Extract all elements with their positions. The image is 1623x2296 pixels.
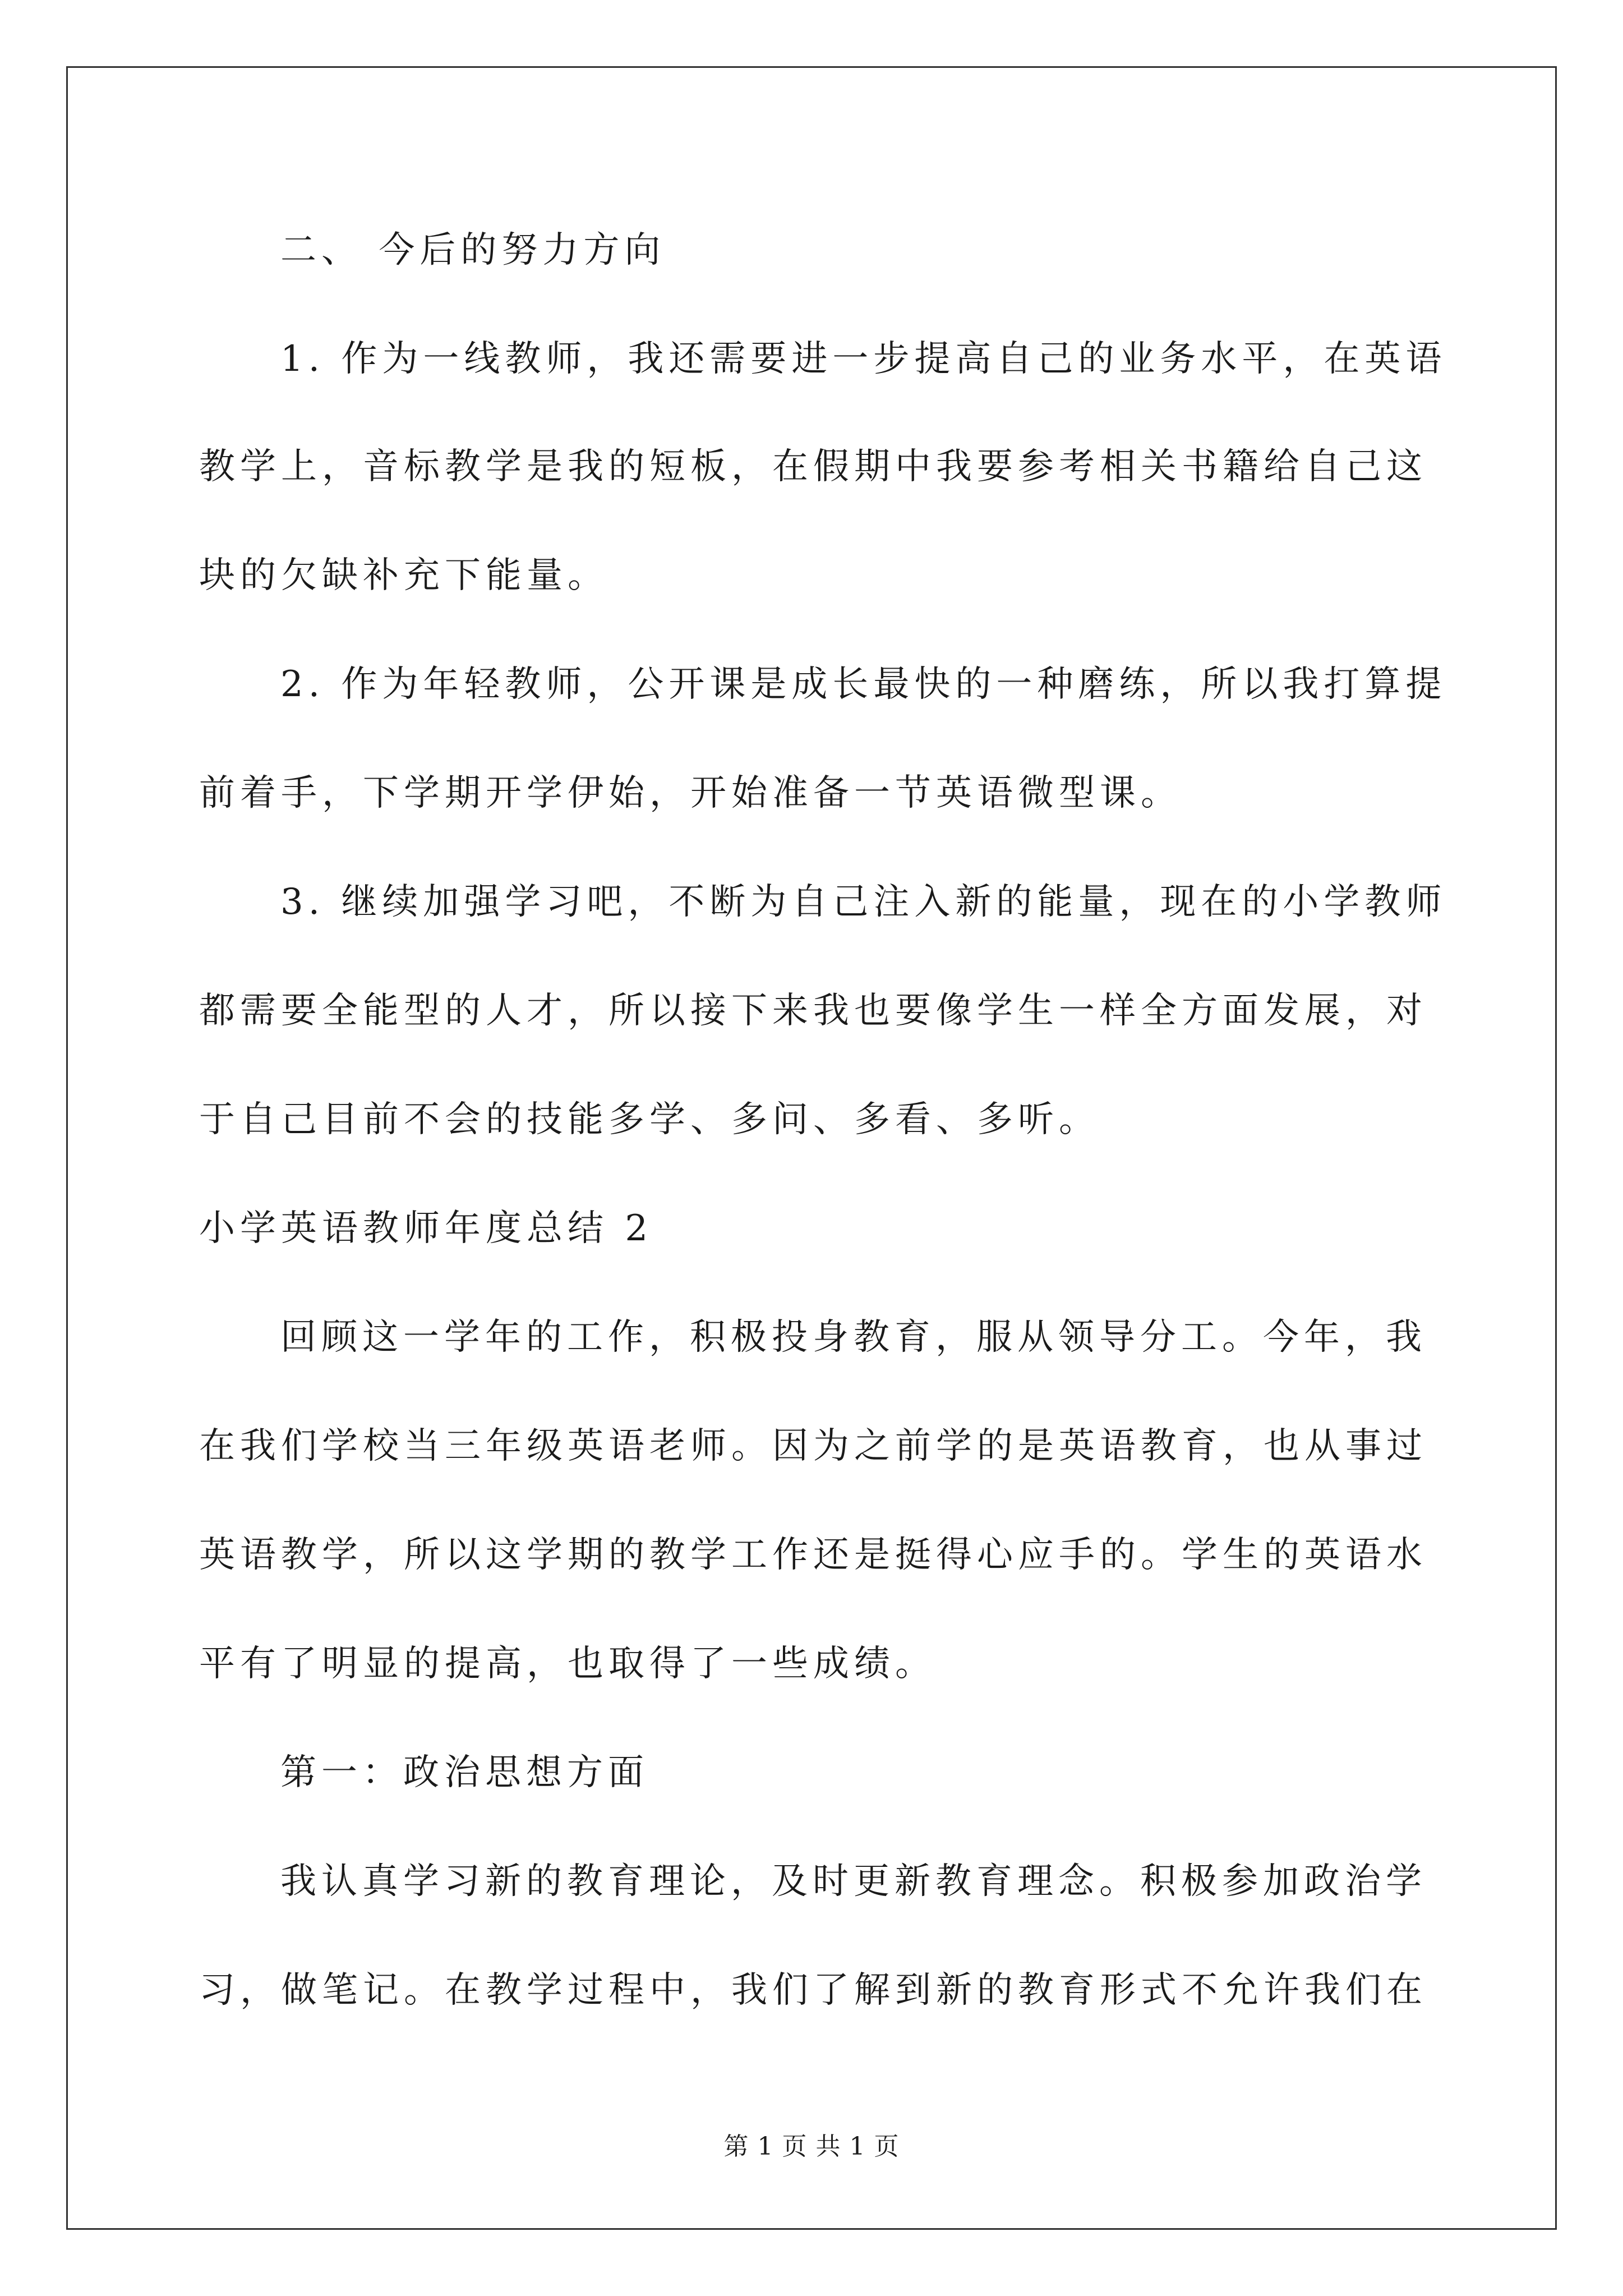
paragraph-line: 2. 作为年轻教师，公开课是成长最快的一种磨练，所以我打算提 (280, 664, 1447, 705)
paragraph-line: 前着手，下学期开学伊始，开始准备一节英语微型课。 (199, 772, 1182, 814)
section-heading: 二、 今后的努力方向 (280, 229, 666, 271)
paragraph-line: 教学上，音标教学是我的短板，在假期中我要参考相关书籍给自己这 (199, 446, 1427, 487)
paragraph-line: 于自己目前不会的技能多学、多问、多看、多听。 (199, 1099, 1100, 1140)
paragraph-line: 习，做笔记。在教学过程中，我们了解到新的教育形式不允许我们在 (199, 1970, 1427, 2011)
paragraph-line: 在我们学校当三年级英语老师。因为之前学的是英语教育，也从事过 (199, 1425, 1427, 1467)
paragraph-line: 英语教学，所以这学期的教学工作还是挺得心应手的。学生的英语水 (199, 1534, 1427, 1576)
paragraph-line: 1. 作为一线教师，我还需要进一步提高自己的业务水平，在英语 (280, 338, 1447, 380)
page-footer: 第 1 页 共 1 页 (723, 2132, 900, 2161)
paragraph-line: 块的欠缺补充下能量。 (199, 555, 608, 596)
paragraph-line: 3. 继续加强学习吧，不断为自己注入新的能量，现在的小学教师 (280, 881, 1447, 923)
document-title: 小学英语教师年度总结 2 (199, 1208, 653, 1249)
paragraph-line: 平有了明显的提高，也取得了一些成绩。 (199, 1643, 936, 1685)
page-border (66, 66, 1557, 2230)
paragraph-line: 我认真学习新的教育理论，及时更新教育理念。积极参加政治学 (280, 1861, 1427, 1902)
paragraph-line: 都需要全能型的人才，所以接下来我也要像学生一样全方面发展，对 (199, 990, 1427, 1032)
section-heading: 第一：政治思想方面 (280, 1752, 649, 1793)
paragraph-line: 回顾这一学年的工作，积极投身教育，服从领导分工。今年，我 (280, 1317, 1427, 1358)
